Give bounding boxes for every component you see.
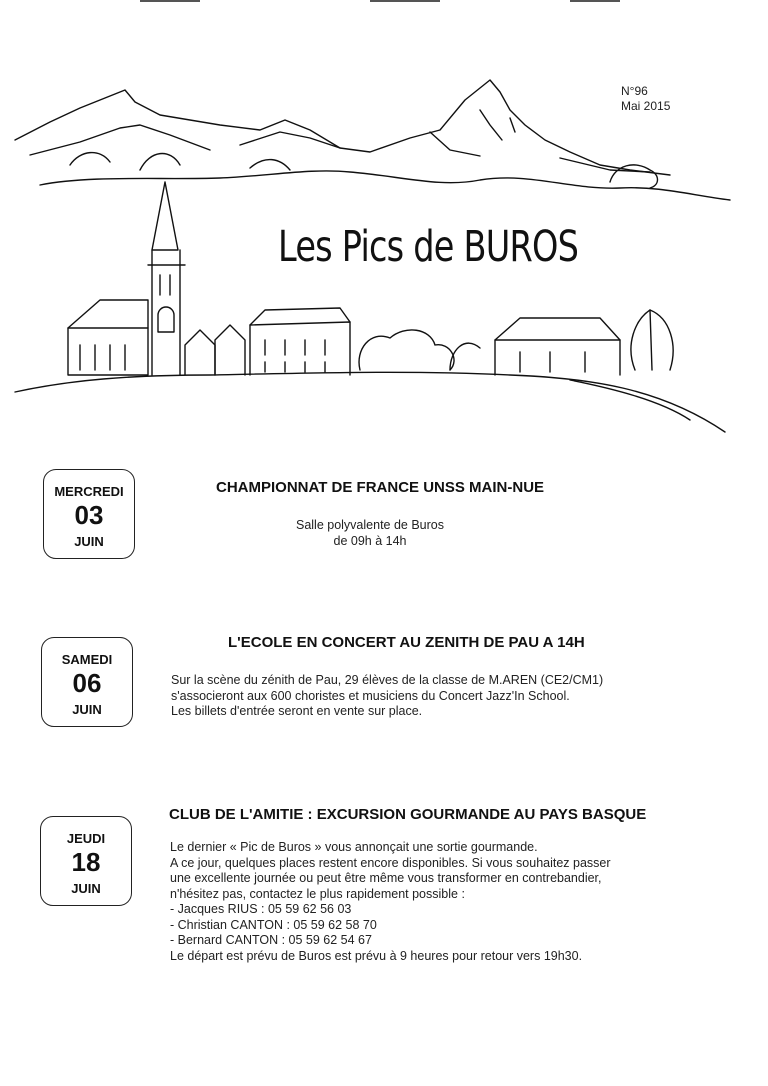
event-heading: CHAMPIONNAT DE FRANCE UNSS MAIN-NUE [216, 479, 545, 496]
event-text [170, 840, 611, 964]
event-heading: CLUB DE L'AMITIE : EXCURSION GOURMANDE AU PAYS BASQUE [169, 806, 647, 823]
date-number: 18 [71, 847, 101, 877]
scan-mark [140, 0, 200, 2]
date-month: JUIN [74, 534, 104, 549]
event-heading: L'ECOLE EN CONCERT AU ZENITH DE PAU A 14H [228, 634, 585, 651]
event-line: Le départ est prévu de Buros est prévu à 9 heures pour retour vers 19h30. [170, 948, 583, 963]
event-line: A ce jour, quelques places restent encore disponibles. Si vous souhaitez passer [170, 855, 611, 870]
event-line: Salle polyvalente de Buros [295, 518, 444, 532]
date-box [43, 469, 135, 559]
date-day: SAMEDI [61, 652, 113, 667]
date-month: JUIN [71, 881, 101, 896]
issue-number: N°96 [621, 84, 648, 98]
newsletter-title: Les Pics de BUROS [278, 222, 579, 272]
scan-mark [370, 0, 440, 2]
event-line: - Christian CANTON : 05 59 62 58 70 [170, 917, 377, 932]
date-day: JEUDI [66, 831, 106, 846]
event-line: s'associeront aux 600 choristes et musiciens du Concert Jazz'In School. [171, 688, 570, 703]
scan-mark [570, 0, 620, 2]
event-line: Le dernier « Pic de Buros » vous annonçait une sortie gourmande. [170, 840, 538, 854]
event-line: Sur la scène du zénith de Pau, 29 élèves de la classe de M.AREN (CE2/CM1) [171, 673, 604, 687]
date-box [41, 637, 133, 727]
date-day: MERCREDI [54, 484, 124, 499]
event-text [171, 673, 603, 720]
event-line: de 09h à 14h [333, 533, 407, 548]
event-line: une excellente journée ou peut être même vous transformer en contrebandier, [170, 871, 602, 885]
date-number: 03 [74, 500, 104, 530]
date-box [40, 816, 132, 906]
date-number: 06 [72, 668, 102, 698]
event-line: - Bernard CANTON : 05 59 62 54 67 [170, 933, 372, 947]
event-line: Les billets d'entrée seront en vente sur place. [171, 704, 423, 718]
date-month: JUIN [72, 702, 102, 717]
issue-date: Mai 2015 [621, 99, 671, 113]
event-line: - Jacques RIUS : 05 59 62 56 03 [170, 902, 352, 916]
event-text [290, 518, 450, 549]
event-line: n'hésitez pas, contactez le plus rapidement possible : [170, 886, 465, 901]
